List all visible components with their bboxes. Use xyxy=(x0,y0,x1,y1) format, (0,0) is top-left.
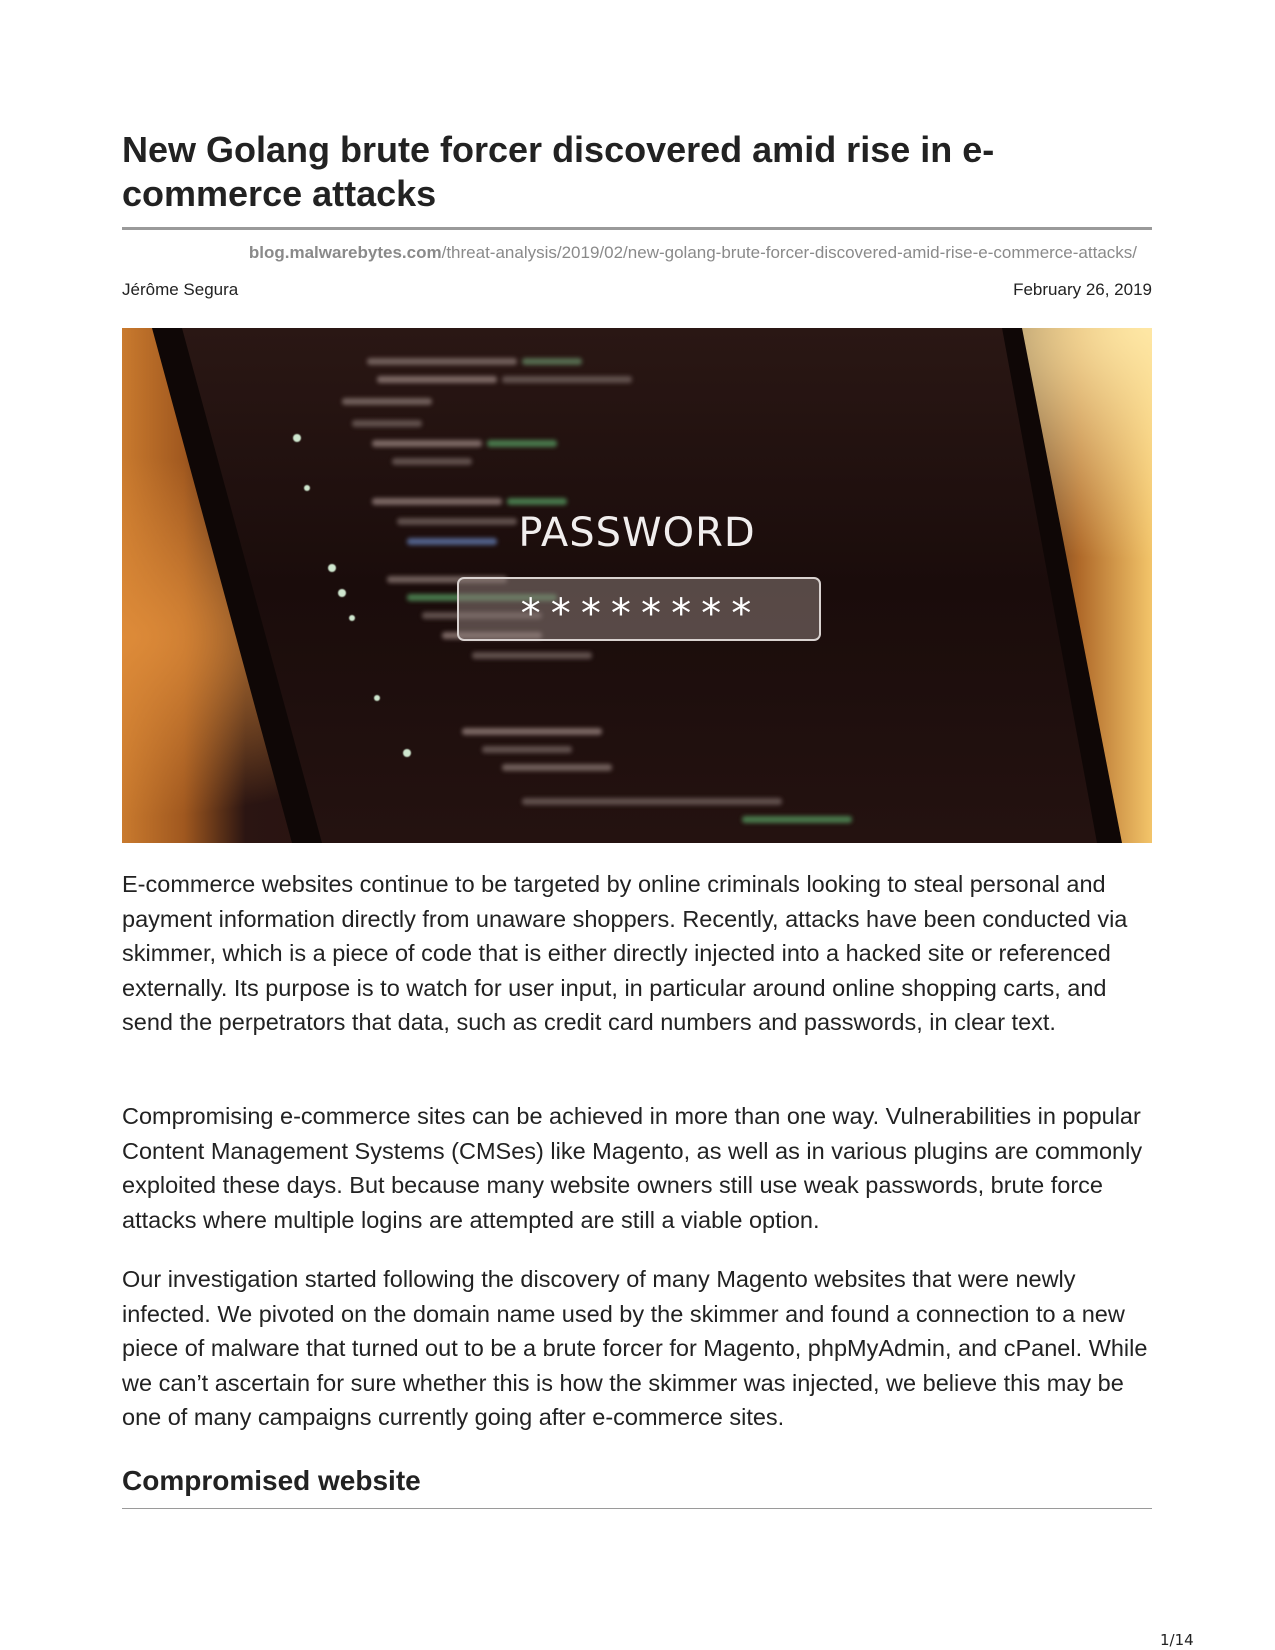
section-divider xyxy=(122,1508,1152,1509)
password-label: PASSWORD xyxy=(518,510,756,556)
page-number: 1/14 xyxy=(1160,1631,1194,1649)
article-date: February 26, 2019 xyxy=(1013,280,1152,299)
paragraph-3: Our investigation started following the discovery of many Magento websites that were newly infected. We pivoted on the domain name used by the skimmer and found a connection to a new piece of malware that turned out to be a brute forcer for Magento, phpMyAdmin, and cPanel. While we can’t ascertain for sure whether this is how the skimmer was injected, we believe this may be one of many campaigns currently going after e-commerce sites. xyxy=(122,1266,1148,1430)
title-divider xyxy=(122,227,1152,230)
password-mask: ******** xyxy=(518,591,760,637)
paragraph-1: E-commerce websites continue to be targeted by online criminals looking to steal personal and payment information directly from unaware shoppers. Recently, attacks have been conducted via skimmer, which is a piece of code that is either directly injected into a hacked site or referenced externally. Its purpose is to watch for user input, in particular around online shopping carts, and send the perpetrators that data, such as credit card numbers and passwords, in clear text. xyxy=(122,871,1128,1035)
source-url[interactable] xyxy=(122,242,1137,264)
section-heading: Compromised website xyxy=(122,1465,421,1496)
password-screen-illustration xyxy=(122,328,1152,843)
source-url-path[interactable]: /threat-analysis/2019/02/new-golang-brute-forcer-discovered-amid-rise-e-commerce-attacks/ xyxy=(441,243,1137,262)
hero-image xyxy=(122,328,1152,843)
article-title: New Golang brute forcer discovered amid rise in e-commerce attacks xyxy=(122,129,995,214)
source-url-domain[interactable]: blog.malwarebytes.com xyxy=(248,243,442,262)
paragraph-2: Compromising e-commerce sites can be achieved in more than one way. Vulnerabilities in popular Content Management Systems (CMSes) like Magento, as well as in various plugins are commonly exploited these days. But because many website owners still use weak passwords, brute force attacks where multiple logins are attempted are still a viable option. xyxy=(122,1103,1143,1233)
article-author: Jérôme Segura xyxy=(122,280,239,299)
